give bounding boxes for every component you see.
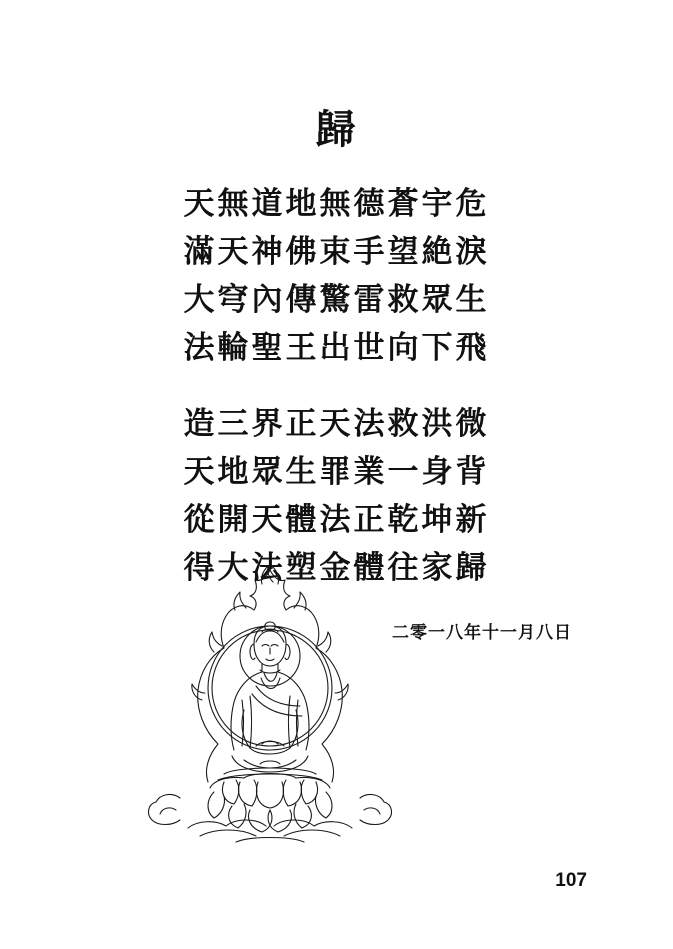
verse-line: 從開天體法正乾坤新 [183,502,490,538]
verse-line: 得大法塑金體往家歸 [183,550,490,586]
poem-body [0,180,673,592]
stanza-first [0,180,673,372]
date-signature: 二零一八年十一月八日 [392,623,572,643]
verse-line: 天地眾生罪業一身背 [183,454,490,490]
verse-line: 大穹內傳驚雷救眾生 [183,282,490,318]
verse-line: 造三界正天法救洪微 [183,406,490,442]
page-number: 107 [555,870,587,891]
page-title: 歸 [315,106,358,153]
verse-line: 法輪聖王出世向下飛 [183,330,490,366]
verse-line: 滿天神佛束手望絶淚 [183,234,490,270]
seated-buddha-illustration [140,560,400,850]
verse-line: 天無道地無德蒼宇危 [183,186,490,222]
